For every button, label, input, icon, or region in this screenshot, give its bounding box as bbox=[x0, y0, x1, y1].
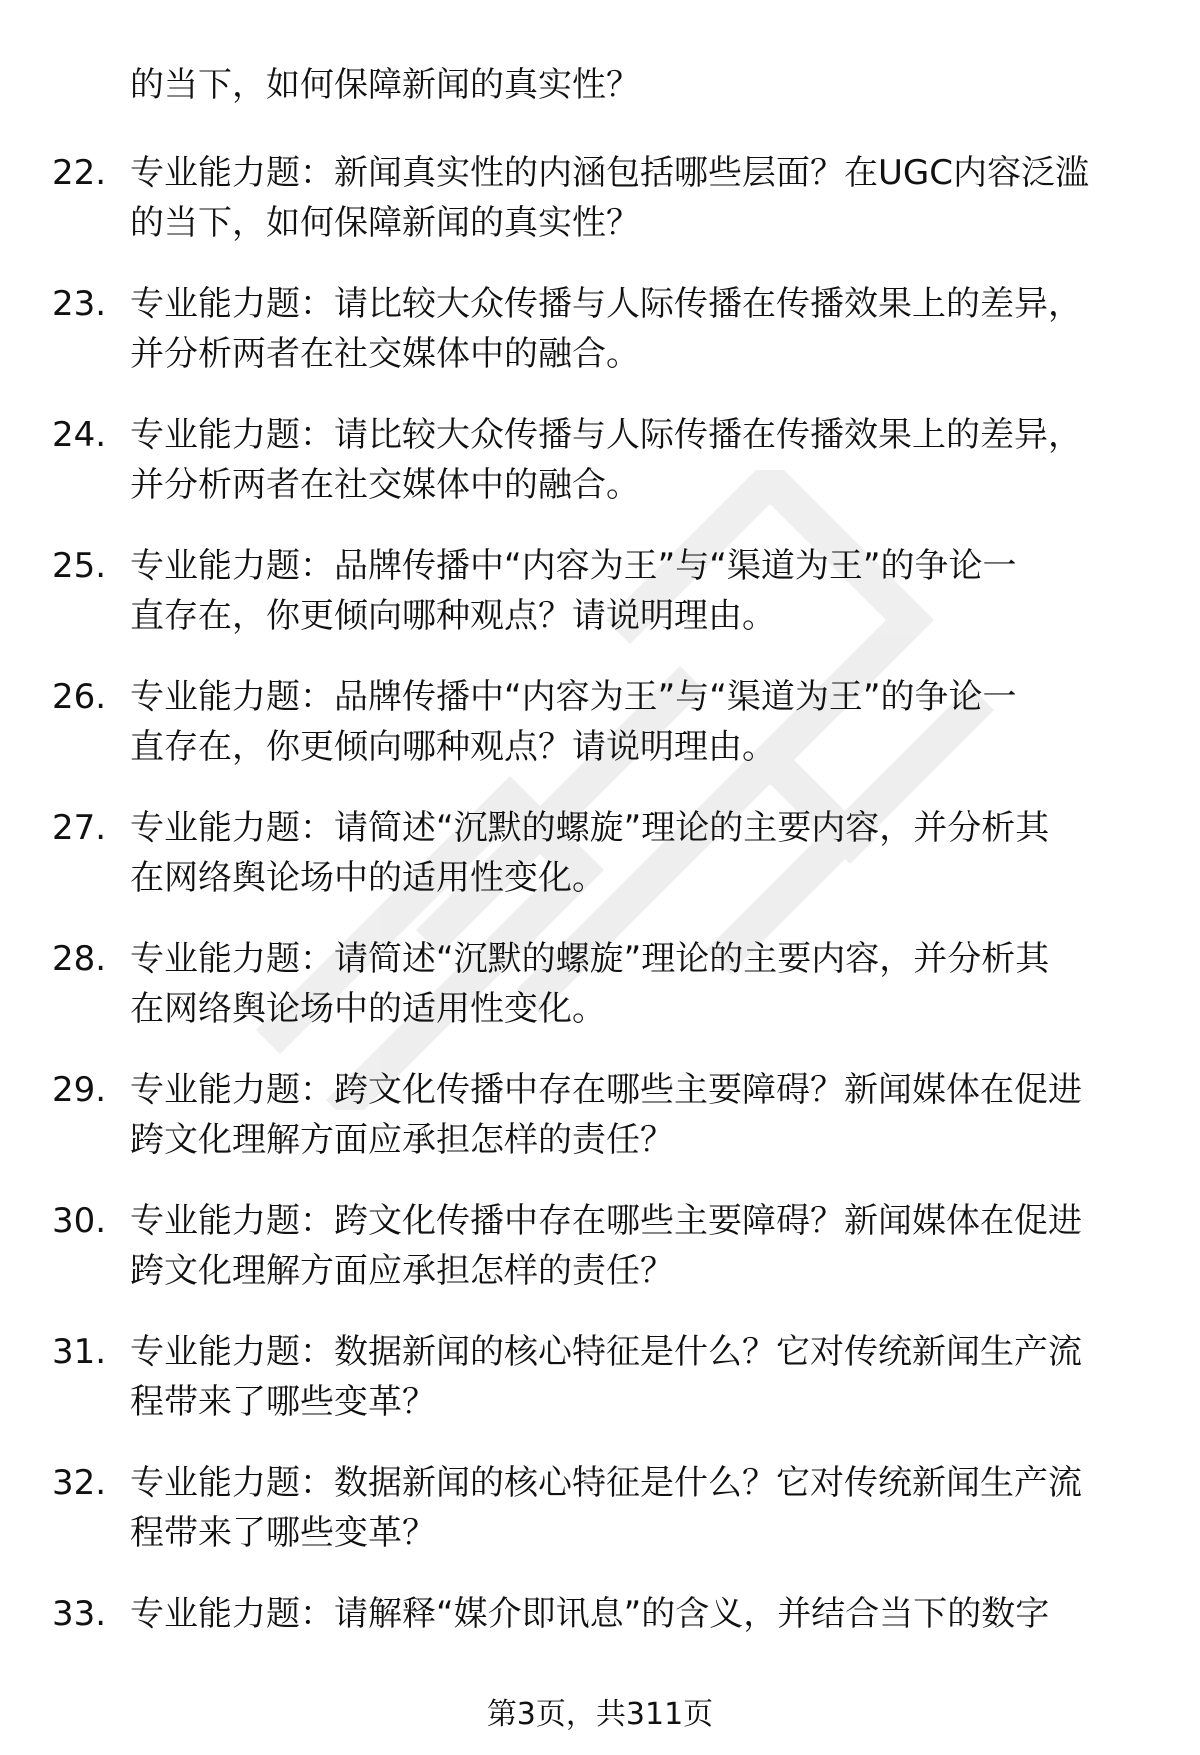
question-number: 30. bbox=[52, 1201, 107, 1241]
question-text bbox=[130, 1458, 1150, 1558]
question-number: 22. bbox=[52, 153, 107, 193]
question-text-line: 专业能力题：品牌传播中“内容为王”与“渠道为王”的争论一 bbox=[130, 546, 1017, 586]
question-text bbox=[130, 1196, 1150, 1296]
question-text-line: 专业能力题：请解释“媒介即讯息”的含义，并结合当下的数字 bbox=[130, 1594, 1050, 1634]
question-text-line: 程带来了哪些变革？ bbox=[130, 1513, 436, 1553]
question-number: 29. bbox=[52, 1070, 107, 1110]
question-item bbox=[0, 148, 1200, 279]
question-number: 32. bbox=[52, 1463, 107, 1503]
question-number: 26. bbox=[52, 677, 107, 717]
question-text bbox=[130, 148, 1150, 248]
question-text-line: 在网络舆论场中的适用性变化。 bbox=[130, 858, 606, 898]
question-text-line: 跨文化理解方面应承担怎样的责任？ bbox=[130, 1120, 674, 1160]
question-item bbox=[0, 410, 1200, 541]
question-text bbox=[130, 1065, 1150, 1165]
question-text-line: 程带来了哪些变革？ bbox=[130, 1382, 436, 1422]
question-number: 28. bbox=[52, 939, 107, 979]
question-text-line: 专业能力题：跨文化传播中存在哪些主要障碍？新闻媒体在促进 bbox=[130, 1201, 1082, 1241]
question-text-line: 专业能力题：数据新闻的核心特征是什么？它对传统新闻生产流 bbox=[130, 1463, 1082, 1503]
question-text bbox=[130, 934, 1150, 1034]
question-item bbox=[0, 672, 1200, 803]
question-text-line: 专业能力题：请简述“沉默的螺旋”理论的主要内容，并分析其 bbox=[130, 808, 1050, 848]
question-text-line: 的当下，如何保障新闻的真实性？ bbox=[130, 203, 640, 243]
question-text-line: 专业能力题：请比较大众传播与人际传播在传播效果上的差异， bbox=[130, 415, 1082, 455]
question-text-line: 直存在，你更倾向哪种观点？请说明理由。 bbox=[130, 727, 776, 767]
question-item bbox=[0, 1196, 1200, 1327]
question-text-line: 专业能力题：请比较大众传播与人际传播在传播效果上的差异， bbox=[130, 284, 1082, 324]
question-text-line: 专业能力题：数据新闻的核心特征是什么？它对传统新闻生产流 bbox=[130, 1332, 1082, 1372]
question-number: 31. bbox=[52, 1332, 107, 1372]
question-item bbox=[0, 803, 1200, 934]
question-text-line: 直存在，你更倾向哪种观点？请说明理由。 bbox=[130, 596, 776, 636]
question-list bbox=[0, 148, 1200, 1720]
question-text-line: 专业能力题：品牌传播中“内容为王”与“渠道为王”的争论一 bbox=[130, 677, 1017, 717]
question-number: 25. bbox=[52, 546, 107, 586]
question-item bbox=[0, 1458, 1200, 1589]
question-item bbox=[0, 1327, 1200, 1458]
question-text-line: 跨文化理解方面应承担怎样的责任？ bbox=[130, 1251, 674, 1291]
question-item bbox=[0, 934, 1200, 1065]
question-text-line: 并分析两者在社交媒体中的融合。 bbox=[130, 334, 640, 374]
question-text bbox=[130, 279, 1150, 379]
question-text-line: 并分析两者在社交媒体中的融合。 bbox=[130, 465, 640, 505]
question-text bbox=[130, 541, 1150, 641]
question-item bbox=[0, 541, 1200, 672]
question-text-line: 专业能力题：跨文化传播中存在哪些主要障碍？新闻媒体在促进 bbox=[130, 1070, 1082, 1110]
question-text bbox=[130, 410, 1150, 510]
page-footer: 第3页，共311页 bbox=[486, 1697, 714, 1732]
question-number: 33. bbox=[52, 1594, 107, 1634]
question-text-line: 专业能力题：新闻真实性的内涵包括哪些层面？在UGC内容泛滥 bbox=[130, 153, 1089, 193]
question-text-line: 在网络舆论场中的适用性变化。 bbox=[130, 989, 606, 1029]
continued-question-text: 的当下，如何保障新闻的真实性？ bbox=[130, 65, 640, 105]
question-item bbox=[0, 279, 1200, 410]
question-item bbox=[0, 1065, 1200, 1196]
question-text bbox=[130, 803, 1150, 903]
question-text bbox=[130, 672, 1150, 772]
question-number: 23. bbox=[52, 284, 107, 324]
question-text bbox=[130, 1589, 1150, 1639]
question-number: 27. bbox=[52, 808, 107, 848]
question-text-line: 专业能力题：请简述“沉默的螺旋”理论的主要内容，并分析其 bbox=[130, 939, 1050, 979]
question-text bbox=[130, 1327, 1150, 1427]
question-number: 24. bbox=[52, 415, 107, 455]
